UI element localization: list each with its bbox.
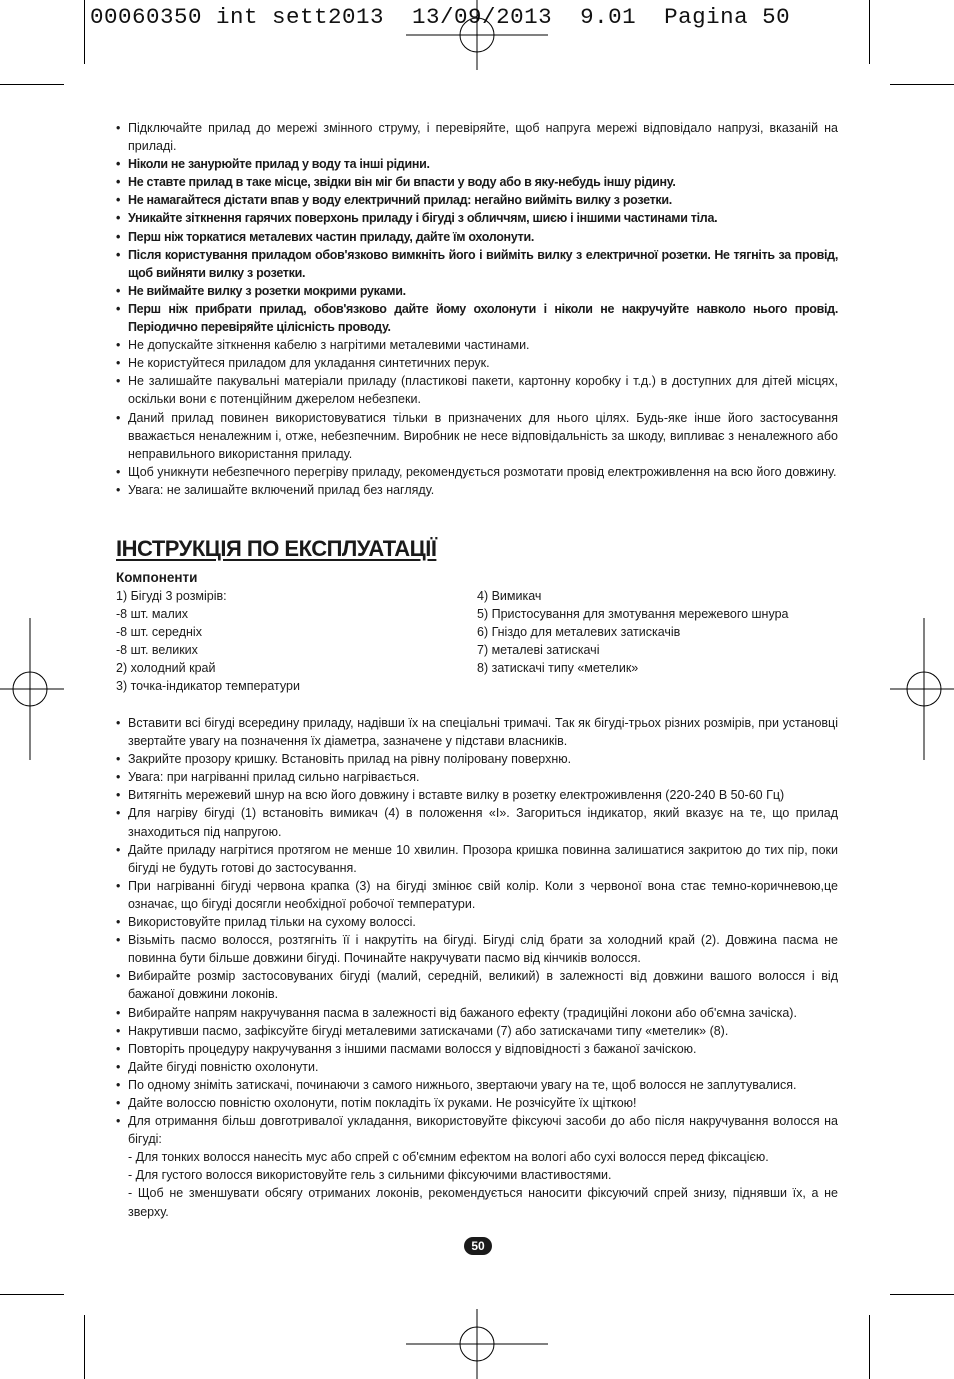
safety-item: • Перш ніж торкатися металевих частин приладу, дайте їм охолонути. xyxy=(116,228,838,246)
safety-item: • Ніколи не занурюйте прилад у воду та інші рідини. xyxy=(116,155,838,173)
components-right-list xyxy=(477,587,788,677)
crop-mark-top-right-v xyxy=(869,0,870,64)
safety-item: • Не залишайте пакувальні матеріали приладу (пластикові пакети, картонну коробку і т.д.) в доступних для дітей місцях, оскільки вони є потенційним джерелом небезпеки. xyxy=(116,372,838,408)
component-item: 8) затискачі типу «метелик» xyxy=(477,661,639,676)
instruction-item: • Витягніть мережевий шнур на всю його довжину і вставте вилку в розетку електроживлення (220-240 В 50-60 Гц) xyxy=(116,786,838,804)
instruction-item: • Дайте бігуді повністю охолонути. xyxy=(116,1058,838,1076)
component-item: 5) Пристосування для змотування мережевого шнура xyxy=(477,607,789,622)
component-item: 1) Бігуді 3 розмірів: xyxy=(116,589,227,603)
instruction-item: • Вибирайте розмір застосовуваних бігуді (малий, середній, великий) в залежності від довжини вашого волосся і від бажаної довжини локонів. xyxy=(116,967,838,1003)
instruction-item: • Закрийте прозору кришку. Встановіть прилад на рівну поліровану поверхню. xyxy=(116,750,838,768)
instruction-item: • Для нагріву бігуді (1) встановіть вимикач (4) в положення «I». Загориться індикатор, який вказує на те, що прилад знаходиться під напругою. xyxy=(116,804,838,840)
safety-list xyxy=(116,119,838,499)
crop-mark-top-right-h xyxy=(890,84,954,85)
instruction-item: • Вибирайте напрям накручування пасма в залежності від бажаного ефекту (традиційні локони або об'ємна зачіска). xyxy=(116,1004,838,1022)
instructions-list xyxy=(116,714,838,1221)
safety-item: • Підключайте прилад до мережі змінного струму, і перевіряйте, щоб напруга мережі відповідало напрузі, вказаній на приладі. xyxy=(116,119,838,155)
crop-mark-top-left-h xyxy=(0,84,64,85)
instruction-item: • Візьміть пасмо волосся, розтягніть її і накрутіть на бігуді. Бігуді слід брати за холодний край (2). Довжина пасма не повинна бути більше довжини бігуді. Починайте накручувати пасмо від кінчиків волосся. xyxy=(116,931,838,967)
registration-mark-right-icon xyxy=(890,618,954,760)
crop-mark-top-left-v xyxy=(84,0,85,64)
registration-mark-top-icon xyxy=(406,0,548,70)
safety-item: • Щоб уникнути небезпечного перегріву приладу, рекомендується розмотати провід електроживлення на всю його довжину. xyxy=(116,463,838,481)
instruction-item: • Використовуйте прилад тільки на сухому волоссі. xyxy=(116,913,838,931)
instruction-item: • Повторіть процедуру накручування з іншими пасмами волосся у відповідності з бажаної зачіскою. xyxy=(116,1040,838,1058)
safety-item: • Не виймайте вилку з розетки мокрими руками. xyxy=(116,282,838,300)
crop-mark-bottom-left-h xyxy=(0,1294,64,1295)
component-item: 4) Вимикач xyxy=(477,589,542,603)
instruction-intro: Для отримання більш довготривалої укладання, використовуйте фіксуючі засоби до або після накручування волосся на бігуді: xyxy=(128,1114,838,1147)
crop-mark-bottom-right-h xyxy=(890,1294,954,1295)
instruction-item xyxy=(116,1112,838,1221)
instruction-item: • По одному зніміть затискачі, починаючи з самого нижнього, звертаючи увагу на те, щоб волосся не заплутувалися. xyxy=(116,1076,838,1094)
page-number: 50 xyxy=(464,1237,492,1255)
safety-item: • Не допускайте зіткнення кабелю з нагрітими металевими частинами. xyxy=(116,336,838,354)
safety-item: • Даний прилад повинен використовуватися тільки в призначених для нього цілях. Будь-яке інше його застосування вважається неналежним і, отже, небезпечним. Виробник не несе відповідальність за шкоду, випливає з неналежного або неправильного використання приладу. xyxy=(116,409,838,463)
safety-item: • Увага: не залишайте включений прилад без нагляду. xyxy=(116,481,838,499)
components-title: Компоненти xyxy=(116,570,198,585)
component-item: -8 шт. середніх xyxy=(116,625,202,640)
safety-section xyxy=(116,119,838,499)
print-slug: 00060350 int sett2013 13/09/2013 9.01 Pagina 50 xyxy=(90,4,791,30)
registration-mark-left-icon xyxy=(0,618,64,760)
components-left-list xyxy=(116,587,300,696)
safety-item: • Не намагайтеся дістати впав у воду електричний прилад: негайно вийміть вилку з розетки. xyxy=(116,191,838,209)
component-item: 2) холодний край xyxy=(116,661,216,676)
instruction-sub-item: - Щоб не зменшувати обсягу отриманих локонів, рекомендується наносити фіксуючий спрей знизу, піднявши їх, а не зверху. xyxy=(128,1186,838,1219)
registration-mark-bottom-icon xyxy=(406,1309,548,1379)
crop-mark-bottom-right-v xyxy=(869,1315,870,1379)
instruction-item: • Увага: при нагріванні прилад сильно нагрівається. xyxy=(116,768,838,786)
component-item: -8 шт. малих xyxy=(116,607,188,622)
safety-item: • Перш ніж прибрати прилад, обов'язково дайте йому охолонути і ніколи не накручуйте навколо нього провід. Періодично перевіряйте цілісність проводу. xyxy=(116,300,838,336)
component-item: -8 шт. великих xyxy=(116,643,198,658)
instruction-sub-item: - Для густого волосся використовуйте гель з сильними фіксуючими властивостями. xyxy=(128,1168,612,1183)
crop-mark-bottom-left-v xyxy=(84,1315,85,1379)
instructions-section xyxy=(116,714,838,1221)
instruction-item: • Вставити всі бігуді всередину приладу, надівши їх на спеціальні тримачі. Так як бігуді-трьох різних розмірів, при установці звертайте увагу на позначення їх діаметра, зазначене у підстави власників. xyxy=(116,714,838,750)
instruction-item: • Дайте приладу нагрітися протягом не менше 10 хвилин. Прозора кришка повинна залишатися закритою до тих пір, поки бігуді не будуть готові до застосування. xyxy=(116,841,838,877)
safety-item: • Не ставте прилад в таке місце, звідки він міг би впасти у воду або в яку-небудь іншу рідину. xyxy=(116,173,838,191)
instruction-item: • Дайте волоссю повністю охолонути, потім покладіть їх руками. Не розчісуйте їх щіткою! xyxy=(116,1094,838,1112)
component-item: 7) металеві затискачі xyxy=(477,643,600,658)
safety-item: • Після користування приладом обов'язково вимкніть його і вийміть вилку з електричної розетки. Не тягніть за провід, щоб вийняти вилку з розетки. xyxy=(116,246,838,282)
component-item: 3) точка-індикатор температури xyxy=(116,679,300,694)
instruction-item: • Накрутивши пасмо, зафіксуйте бігуді металевими затискачами (7) або затискачами типу «метелик» (8). xyxy=(116,1022,838,1040)
safety-item: • Уникайте зіткнення гарячих поверхонь приладу і бігуді з обличчям, шиєю і іншими частинами тіла. xyxy=(116,209,838,227)
safety-item: • Не користуйтеся приладом для укладання синтетичних перук. xyxy=(116,354,838,372)
instruction-item: • При нагріванні бігуді червона крапка (3) на бігуді змінює свій колір. Коли з червоної вона стає темно-коричневою,це означає, що бігуді досягли необхідної робочої температури. xyxy=(116,877,838,913)
instruction-sub-item: - Для тонких волосся нанесіть мус або спрей с об'ємним ефектом на вологі або сухі волосся перед фіксацією. xyxy=(128,1150,769,1165)
component-item: 6) Гніздо для металевих затискачів xyxy=(477,625,681,640)
section-title: ІНСТРУКЦІЯ ПО ЕКСПЛУАТАЦІЇ xyxy=(116,536,437,561)
